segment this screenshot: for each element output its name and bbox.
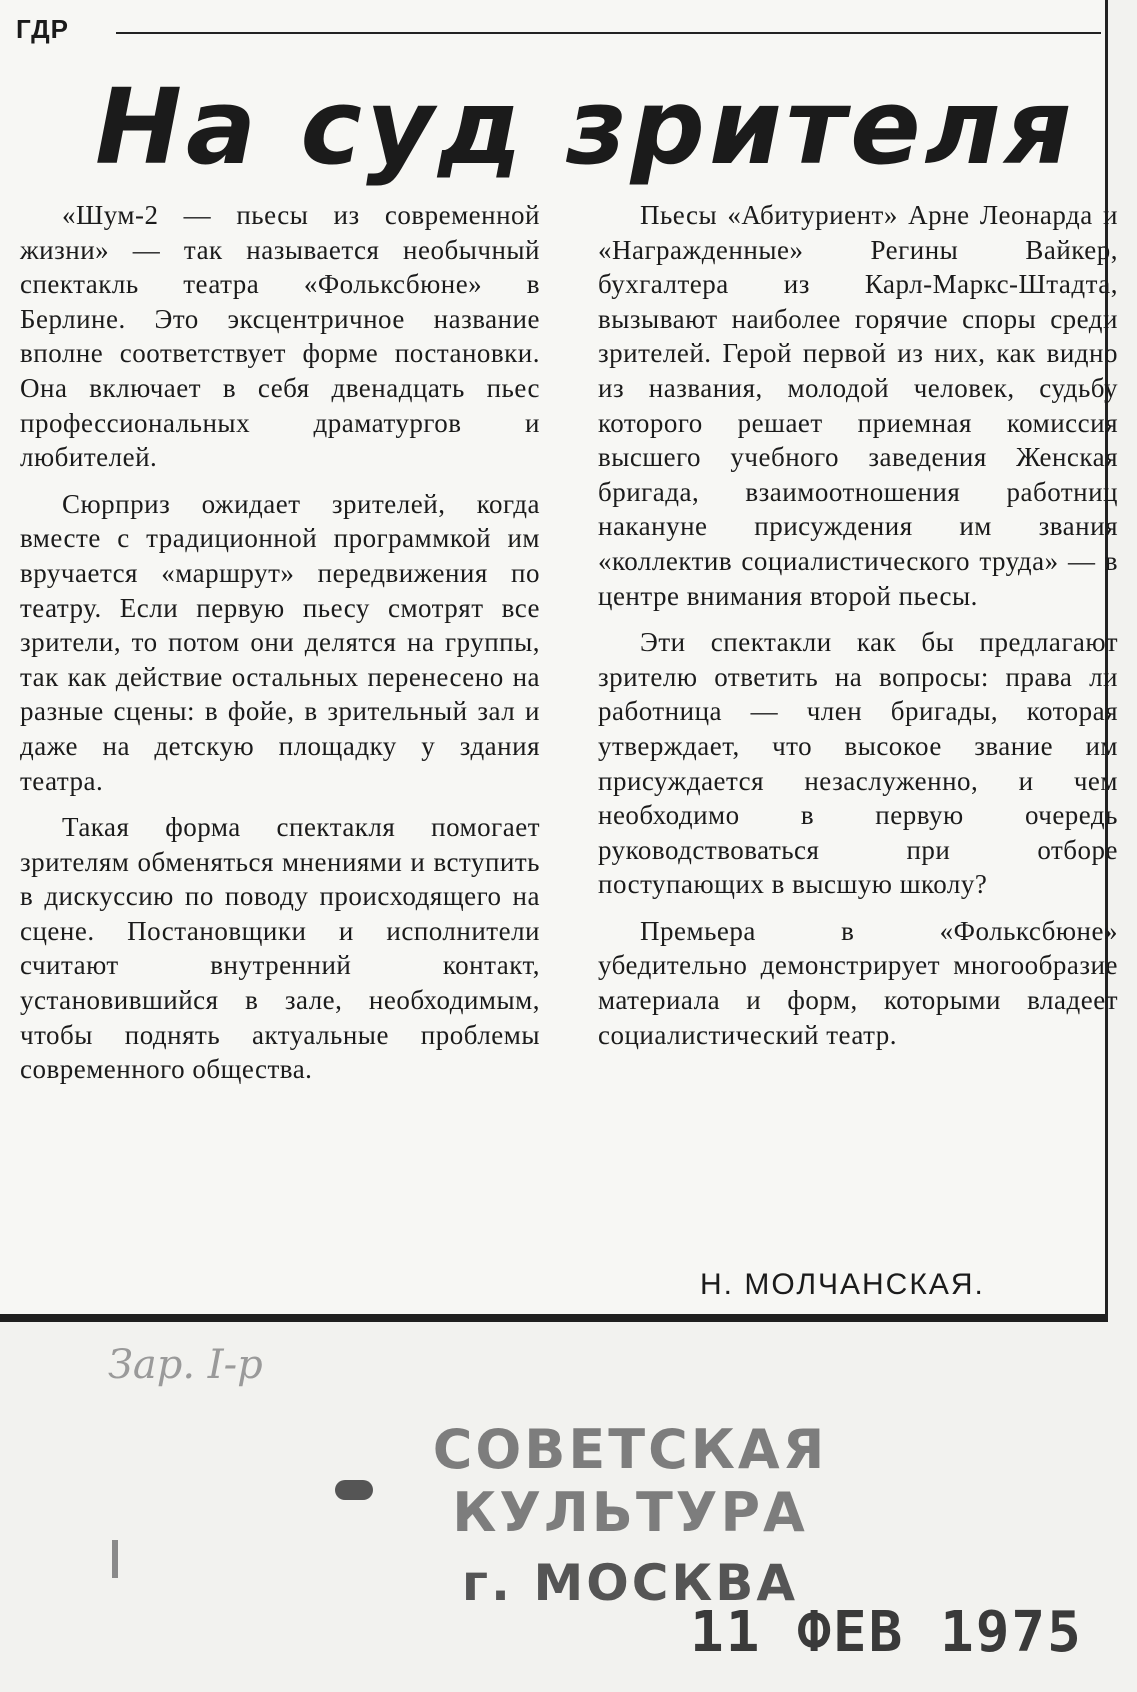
handwritten-note: Зар. I-р <box>108 1342 263 1388</box>
right-column <box>598 198 1118 1064</box>
edge-mark <box>112 1540 118 1578</box>
stamp-city: г. МОСКВА <box>461 1554 799 1612</box>
article-headline: На суд зрителя <box>95 66 1076 188</box>
paragraph: Премьера в «Фольксбюне» убедительно демонстрирует многообразие материала и форм, которыми владеет социалистический театр. <box>598 915 1118 1050</box>
paragraph: Такая форма спектакля помогает зрителям обменяться мнениями и вступить в дискуссию по поводу происходящего на сцене. Постановщики и исполнители считают внутренний контакт, установившийся в зале, необходимым, чтобы поднять актуальные проблемы современного общества. <box>20 812 540 1085</box>
paragraph: Пьесы «Абитуриент» Арне Леонарда и «Награжденные» Регины Вайкер, бухгалтера из Карл-Маркс-Штадта, вызывают наиболее горячие споры среди зрителей. Герой первой из них, как видно из названия, молодой человек, судьбу которого решает приемная комиссия высшего учебного заведения Женская бригада, взаимоотношения работниц накануне присуждения им звания «коллектив социалистического труда» — в центре внимания второй пьесы. <box>598 200 1118 611</box>
section-rubric: ГДР <box>16 14 69 44</box>
stamp-date: 11 ФЕВ 1975 <box>690 1600 1083 1665</box>
archive-stamp <box>330 1418 930 1612</box>
paragraph: «Шум-2 — пьесы из современной жизни» — так называется необычный спектакль театра «Фольксбюне» в Берлине. Это эксцентричное название вполне соответствует форме постановки. Она включает в себя двенадцать пьес профессиональных драматургов и любителей. <box>20 200 540 473</box>
rubric-rule <box>116 32 1101 34</box>
paragraph: Эти спектакли как бы предлагают зрителю ответить на вопросы: права ли работница — член бригады, которая утверждает, что высокое звание им присуждается незаслуженно, и чем необходимо в первую очередь руководствоваться при отборе поступающих в высшую школу? <box>598 627 1118 900</box>
left-column <box>20 198 540 1099</box>
stamp-publication: СОВЕТСКАЯ КУЛЬТУРА <box>432 1418 828 1544</box>
author-byline: Н. МОЛЧАНСКАЯ. <box>700 1268 985 1301</box>
paragraph: Сюрприз ожидает зрителей, когда вместе с традиционной программкой им вручается «маршрут» передвижения по театру. Если первую пьесу смотрят все зрители, то потом они делятся на группы, так как действие остальных перенесено на разные сцены: в фойе, в зрительный зал и даже на детскую площадку у здания театра. <box>20 488 540 796</box>
